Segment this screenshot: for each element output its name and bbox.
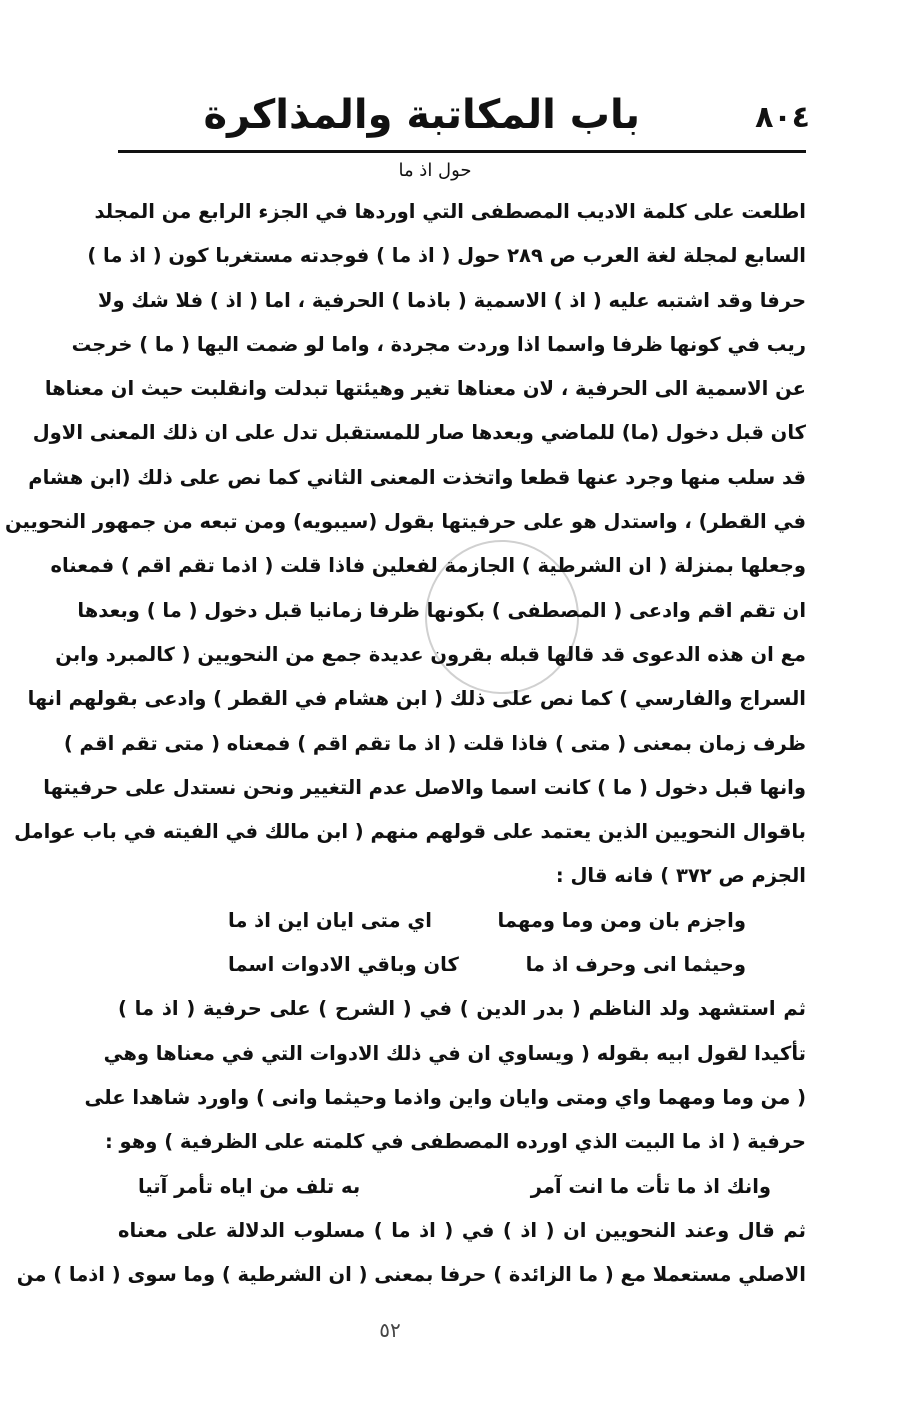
text-line: عن الاسمية الى الحرفية ، لان معناها تغير وهيئتها تبدلت وانقلبت حيث ان معناها <box>44 377 806 401</box>
verse-first-hemistich: وحيثما انى وحرف اذ ما <box>525 953 746 977</box>
page-header <box>110 92 810 148</box>
verse-line <box>118 899 806 943</box>
text-line: مع ان هذه الدعوى قد قالها قبله بقرون عديدة جمع من النحويين ( كالمبرد وابن <box>55 642 806 666</box>
text-line: ظرف زمان بمعنى ( متى ) فاذا قلت ( اذ ما تقم اقم ) فمعناه ( متى تقم اقم ) <box>63 731 806 755</box>
text-line: اطلعت على كلمة الاديب المصطفى التي اوردها في الجزء الرابع من المجلد <box>94 200 806 223</box>
text-line: ثم قال وعند النحويين ان ( اذ ) في ( اذ ما ) مسلوب الدلالة على معناه <box>118 1218 806 1242</box>
verse-first-hemistich: واجزم بان ومن وما ومهما <box>497 908 746 932</box>
verse-first-hemistich: وانك اذ ما تأت ما انت آمر <box>530 1174 771 1198</box>
verse-line <box>118 943 806 987</box>
article-body <box>5 190 806 1297</box>
verse-line <box>118 1165 806 1209</box>
text-line: تأكيدا لقول ابيه بقوله ( ويساوي ان في ذلك الادوات التي في معناها وهي <box>103 1041 806 1065</box>
running-title: باب المكاتبة والمذاكرة <box>203 92 640 138</box>
text-line: حرفية ( اذ ما البيت الذي اورده المصطفى في كلمته على الظرفية ) وهو : <box>104 1130 806 1154</box>
text-line: قد سلب منها وجرد عنها قطعا واتخذت المعنى الثاني كما نص على ذلك (ابن هشام <box>28 465 806 489</box>
text-line: الجزم ص ٣٧٢ ) فانه قال : <box>555 864 806 888</box>
page-number: ٨٠٤ <box>755 100 810 135</box>
text-line: السابع لمجلة لغة العرب ص ٢٨٩ حول ( اذ ما ) فوجدته مستغربا كون ( اذ ما ) <box>87 244 806 268</box>
text-line: وانها قبل دخول ( ما ) كانت اسما والاصل عدم التغيير ونحن نستدل على حرفيتها <box>43 775 806 799</box>
verse-second-hemistich: اي متى ايان اين اذ ما <box>228 908 432 932</box>
text-line: في القطر) ، واستدل هو على حرفيتها بقول (سيبويه) ومن تبعه من جمهور النحويين <box>5 510 806 534</box>
text-line: وجعلها بمنزلة ( ان الشرطية ) الجازمة لفعلين فاذا قلت ( اذما تقم اقم ) فمعناه <box>50 554 806 578</box>
section-heading: حول اذ ما <box>398 160 472 181</box>
text-line: ريب في كونها ظرفا واسما اذا وردت مجردة ، واما لو ضمت اليها ( ما ) خرجت <box>71 332 806 356</box>
text-line: باقوال النحويين الذين يعتمد على قولهم منهم ( ابن مالك في الفيته في باب عوامل <box>14 820 806 844</box>
text-line: ثم استشهد ولد الناظم ( بدر الدين ) في ( الشرح ) على حرفية ( اذ ما ) <box>118 997 806 1021</box>
text-line: الاصلي مستعملا مع ( ما الزائدة ) حرفا بمعنى ( ان الشرطية ) وما سوى ( اذما ) من <box>16 1263 806 1287</box>
text-line: حرفا وقد اشتبه عليه ( اذ ) الاسمية ( باذما ) الحرفية ، اما ( اذ ) فلا شك ولا <box>97 288 806 312</box>
footer-mark: ٥٢ <box>379 1318 401 1342</box>
verse-second-hemistich: به تلف من اياه تأمر آتيا <box>138 1174 361 1198</box>
text-line: ( من وما ومهما واي ومتى وايان واين واذما وحيثما وانى ) واورد شاهدا على <box>84 1085 806 1109</box>
verse-second-hemistich: كان وباقي الادوات اسما <box>228 953 459 977</box>
text-line: ان تقم اقم وادعى ( المصطفى ) بكونها ظرفا زمانيا قبل دخول ( ما ) وبعدها <box>77 598 806 622</box>
header-rule <box>118 150 806 153</box>
text-line: كان قبل دخول (ما) للماضي وبعدها صار للمستقبل تدل على ان ذلك المعنى الاول <box>32 421 806 445</box>
text-line: السراج والفارسي ) كما نص على ذلك ( ابن هشام في القطر ) وادعى بقولهم انها <box>27 687 806 711</box>
